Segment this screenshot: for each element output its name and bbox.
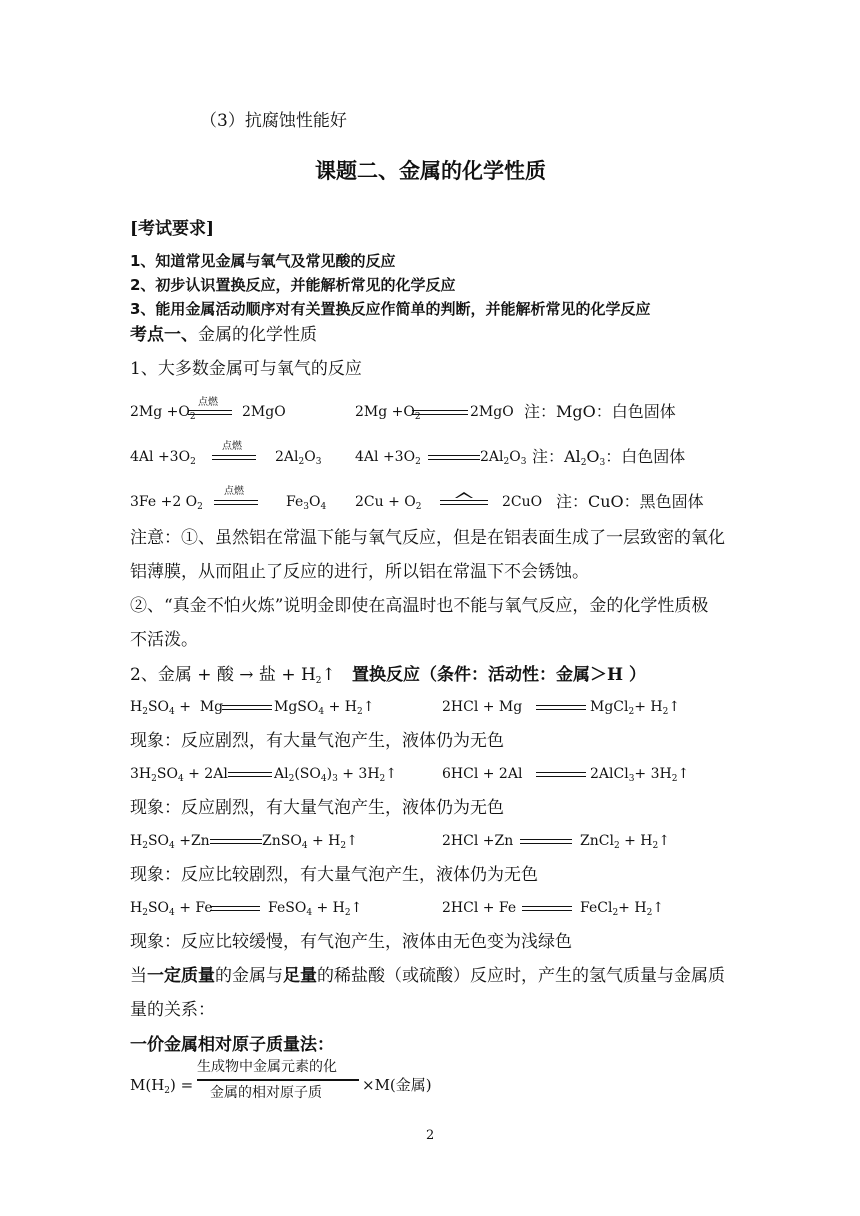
note-2-line-1: ②、“真金不怕火炼”说明金即使在高温时也不能与氧气反应，金的化学性质极	[130, 596, 709, 616]
relation-line-2: 量的关系：	[130, 1000, 215, 1020]
eq-text: + H	[624, 833, 653, 849]
eq-text: + H	[618, 900, 647, 916]
observation-mg: 现象：反应剧烈，有大量气泡产生，液体仍为无色	[130, 731, 504, 751]
eq-text: H	[130, 900, 143, 916]
eq-hcl-mg-left: 2HCl + Mg	[442, 699, 523, 715]
formula-text: ) =	[170, 1076, 194, 1094]
observation-fe: 现象：反应比较缓慢，有气泡产生，液体由无色变为浅绿色	[130, 932, 572, 952]
eq-text: + H	[316, 900, 345, 916]
exam-req-item-1: 1、知道常见金属与氧气及常见酸的反应	[130, 252, 396, 270]
eq-text: 3H	[130, 766, 152, 782]
note-al2o3: 注：$Al_2O_3$：白色固体	[532, 447, 686, 468]
formula-text: M(H	[130, 1076, 165, 1094]
equals-sign	[440, 500, 488, 505]
eq-h2so4-fe-right: FeSO$_4$ + $H_2↑$	[268, 900, 363, 918]
relation-line-1	[130, 965, 725, 987]
formula-numerator: 生成物中金属元素的化	[197, 1059, 337, 1075]
eq-text: 3Fe +2 O	[130, 494, 198, 510]
eq-text: Fe	[286, 494, 304, 510]
equals-sign	[536, 705, 586, 710]
eq-text: + 3H	[342, 766, 380, 782]
note-text: O	[586, 447, 600, 466]
equals-sign	[522, 906, 572, 911]
eq-h2so4-mg-right: MgSO$_4$ + $H_2↑$	[274, 699, 375, 717]
eq-text: + H	[328, 699, 357, 715]
eq-text: 2Al	[275, 449, 299, 465]
equals-sign	[212, 455, 256, 460]
relation-text: 的金属与	[215, 966, 283, 986]
eq-mg-o2-left: $2Mg +O_2$	[130, 404, 196, 422]
eq-al-o2b-left: $4Al +3O_2$	[355, 449, 421, 467]
eq-al-o2-left: $4Al +3O_2$	[130, 449, 196, 467]
section-2-text: 2、金属 + 酸 → 盐 + H	[130, 665, 316, 685]
note-mgo: 注：MgO：白色固体	[524, 402, 676, 421]
eq-fe-o2-right: $Fe_3O_4$	[286, 494, 327, 512]
eq-mg-o2-right: 2MgO	[242, 404, 286, 420]
relation-emphasis: 足量	[283, 966, 317, 986]
eq-mg-o2b-left: $2Mg +O_2$	[355, 404, 421, 422]
eq-text: 2AlCl	[590, 766, 629, 782]
equals-sign	[214, 500, 258, 505]
exam-req-heading: [考试要求]	[130, 219, 215, 239]
eq-text: 2Mg +O	[130, 404, 190, 420]
cond-ignite: 点燃	[198, 397, 218, 408]
eq-h2so4-al-left: $3H_2SO_4 + 2Al$	[130, 766, 228, 784]
eq-text: MgCl	[590, 699, 629, 715]
relation-text: 当	[130, 966, 147, 986]
observation-al: 现象：反应剧烈，有大量气泡产生，液体仍为无色	[130, 798, 504, 818]
eq-text: MgSO	[274, 699, 319, 715]
eq-hcl-al-left: 6HCl + 2Al	[442, 766, 523, 782]
eq-text: 2Mg +O	[355, 404, 415, 420]
point-1-label: 考点一、	[130, 325, 198, 345]
eq-fe-o2-left: 3Fe +2 $O_2$	[130, 494, 203, 512]
eq-text: + H	[312, 833, 341, 849]
eq-hcl-fe-right: FeCl$_2$+ $H_2↑$	[580, 900, 665, 918]
item-3: （3）抗腐蚀性能好	[200, 111, 347, 131]
observation-zn: 现象：反应比较剧烈，有大量气泡产生，液体仍为无色	[130, 865, 538, 885]
eq-hcl-mg-right: MgCl$_2$+ $H_2↑$	[590, 699, 681, 717]
eq-text: 2Cu + O	[355, 494, 416, 510]
exam-req-item-3: 3、能用金属活动顺序对有关置换反应作简单的判断，并能解析常见的化学反应	[130, 300, 651, 318]
eq-hcl-zn-right: ZnCl$_2$ + $H_2↑$	[580, 833, 670, 851]
eq-text: FeSO	[268, 900, 307, 916]
eq-text: 2Al	[480, 449, 504, 465]
up-arrow-icon: ↑	[321, 665, 336, 685]
eq-hcl-al-right: 2AlCl$_3$+ $3H_2↑$	[590, 766, 690, 784]
formula-lhs: $M(H_2)$ =	[130, 1076, 194, 1096]
exam-req-item-2: 2、初步认识置换反应，并能解析常见的化学反应	[130, 276, 456, 294]
relation-emphasis: 一定质量	[147, 966, 215, 986]
formula-rhs: ×M(金属)	[362, 1076, 432, 1094]
eq-text: ZnSO	[262, 833, 302, 849]
eq-text: O	[509, 449, 521, 465]
note-text: ：白色固体	[605, 447, 686, 466]
eq-hcl-zn-left: 2HCl +Zn	[442, 833, 514, 849]
heat-triangle-inner	[457, 494, 471, 498]
eq-h2so4-zn-right: ZnSO$_4$ + $H_2↑$	[262, 833, 358, 851]
formula-denominator: 金属的相对原子质	[210, 1085, 322, 1101]
eq-text: ZnCl	[580, 833, 614, 849]
note-text: 注：Al	[532, 447, 581, 466]
equals-sign	[428, 455, 480, 460]
eq-text: O	[304, 449, 316, 465]
equals-sign	[536, 772, 586, 777]
equals-sign	[222, 705, 272, 710]
eq-text: O	[308, 494, 321, 510]
equals-sign	[210, 839, 262, 844]
note-2-line-2: 不活泼。	[130, 630, 198, 650]
point-1-text: 金属的化学性质	[198, 325, 317, 345]
page-number: 2	[426, 1128, 435, 1143]
eq-text: H	[130, 833, 143, 849]
equals-sign	[520, 839, 572, 844]
eq-h2so4-zn-left: $H_2SO_4 +Zn$	[130, 833, 210, 851]
eq-text: FeCl	[580, 900, 613, 916]
section-1: 1、大多数金属可与氧气的反应	[130, 359, 362, 379]
cond-ignite: 点燃	[222, 441, 242, 452]
note-cuo: 注：CuO：黑色固体	[556, 492, 704, 511]
eq-hcl-fe-left: 2HCl + Fe	[442, 900, 517, 916]
eq-text: Al	[274, 766, 289, 782]
eq-cu-o2-right: 2CuO	[502, 494, 543, 510]
relation-text: 的稀盐酸（或硫酸）反应时，产生的氢气质量与金属质	[317, 966, 725, 986]
eq-mg-o2b-right: 2MgO	[470, 404, 514, 420]
eq-text: H	[130, 699, 143, 715]
section-2-condition: 置换反应（条件：活动性：金属＞H ）	[352, 665, 646, 685]
eq-cu-o2-left: $2Cu + O_2$	[355, 494, 422, 512]
note-1-line-1: 注意：①、虽然铝在常温下能与氧气反应，但是在铝表面生成了一层致密的氧化	[130, 528, 725, 548]
equals-sign	[210, 906, 260, 911]
method-heading: 一价金属相对原子质量法：	[130, 1035, 334, 1055]
equals-sign	[228, 772, 272, 777]
eq-text: + 3H	[634, 766, 672, 782]
eq-text: 4Al +3O	[355, 449, 416, 465]
eq-text: + H	[634, 699, 663, 715]
equals-sign	[188, 410, 232, 415]
eq-al-o2-right: $2Al_2O_3$	[275, 449, 322, 467]
eq-al-o2b-right: $2Al_2O_3$	[480, 449, 527, 467]
eq-h2so4-al-right: $Al_2(SO_4)_3$ + $3H_2↑$	[274, 766, 398, 784]
eq-h2so4-fe-left: $H_2SO_4 + Fe$	[130, 900, 213, 918]
eq-text: 4Al +3O	[130, 449, 191, 465]
section-2: 2、金属 + 酸 → 盐 + $H_2↑$ 置换反应（条件：活动性：金属＞H ）	[130, 665, 646, 686]
eq-h2so4-mg-left: $H_2SO_4 + Mg$	[130, 699, 224, 717]
note-1-line-2: 铝薄膜，从而阻止了反应的进行，所以铝在常温下不会锈蚀。	[130, 562, 589, 582]
page-title: 课题二、金属的化学性质	[315, 159, 546, 183]
fraction-bar	[197, 1079, 359, 1081]
point-1	[130, 324, 317, 346]
equals-sign	[412, 410, 468, 415]
cond-ignite: 点燃	[224, 486, 244, 497]
